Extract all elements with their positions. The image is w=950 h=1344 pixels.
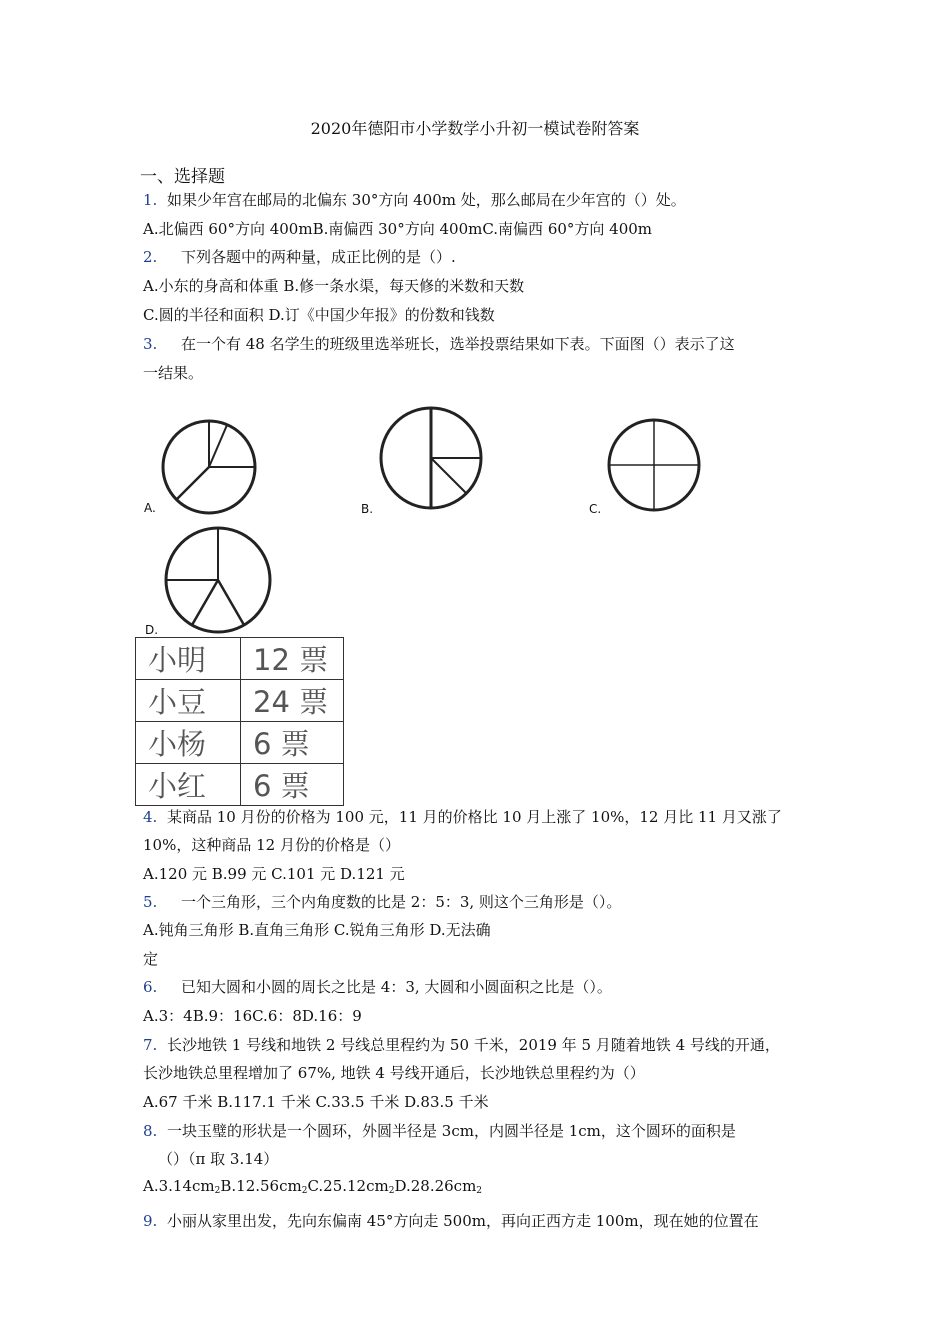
candidate-name: 小杨 — [136, 722, 241, 764]
question-options: A.3：4B.9：16C.6：8D.16：9 — [143, 1007, 362, 1025]
table-row — [136, 764, 344, 806]
vote-table — [135, 637, 344, 806]
question-options: $A.3.14cm_2B.12.56cm_2C.25.12cm_2D.28.26cm_2$ — [143, 1177, 483, 1196]
pie-label-c: C. — [589, 502, 602, 516]
section-heading: 一、选择题 — [140, 167, 225, 187]
question-number: 7. — [143, 1036, 158, 1054]
question-options: A.钝角三角形 B.直角三角形 C.锐角三角形 D.无法确 — [143, 921, 491, 939]
question-8 — [143, 1120, 736, 1141]
question-text: 一个三角形，三个内角度数的比是 2：5：3, 则这个三角形是（）。 — [181, 893, 622, 911]
question-text: 如果少年宫在邮局的北偏东 30°方向 400m 处，那么邮局在少年宫的（）处。 — [167, 191, 686, 209]
pie-label-b: B. — [361, 502, 374, 516]
question-text-cont: 10%，这种商品 12 月份的价格是（） — [143, 836, 400, 854]
question-7 — [143, 1034, 780, 1055]
page-title: 2020年德阳市小学数学小升初一模试卷附答案 — [310, 119, 640, 138]
vote-count: 6 票 — [241, 764, 344, 806]
question-options: A.120 元 B.99 元 C.101 元 D.121 元 — [143, 865, 405, 883]
question-number: 5. — [143, 893, 158, 911]
pie-chart-c — [606, 417, 704, 515]
question-text-cont: （）（π 取 3.14） — [158, 1150, 279, 1168]
question-9 — [143, 1210, 759, 1231]
vote-count: 12 票 — [241, 638, 344, 680]
question-text: 在一个有 48 名学生的班级里选举班长，选举投票结果如下表。下面图（）表示了这 — [181, 335, 735, 353]
pie-label-a: A. — [144, 501, 156, 515]
vote-count: 24 票 — [241, 680, 344, 722]
table-row — [136, 722, 344, 764]
question-3 — [143, 333, 735, 354]
question-options: A.67 千米 B.117.1 千米 C.33.5 千米 D.83.5 千米 — [143, 1093, 489, 1111]
pie-label-d: D. — [145, 623, 159, 637]
question-options: C.圆的半径和面积 D.订《中国少年报》的份数和钱数 — [143, 306, 495, 324]
pie-chart-b — [377, 404, 487, 514]
candidate-name: 小豆 — [136, 680, 241, 722]
table-row — [136, 638, 344, 680]
vote-count: 6 票 — [241, 722, 344, 764]
question-text-cont: 一结果。 — [143, 364, 204, 382]
question-2 — [143, 246, 456, 267]
question-options: A.北偏西 60°方向 400mB.南偏西 30°方向 400mC.南偏西 60°方向 400m — [143, 220, 653, 238]
question-number: 9. — [143, 1212, 158, 1230]
question-number: 4. — [143, 808, 158, 826]
pie-chart-d — [162, 526, 274, 636]
question-4 — [143, 806, 782, 827]
question-6 — [143, 976, 612, 997]
question-5 — [143, 891, 621, 912]
question-text: 小丽从家里出发，先向东偏南 45°方向走 500m，再向正西方走 100m，现在她的位置在 — [167, 1212, 759, 1230]
question-text: 长沙地铁 1 号线和地铁 2 号线总里程约为 50 千米，2019 年 5 月随着地铁 4 号线的开通， — [167, 1036, 780, 1054]
question-1 — [143, 189, 686, 210]
question-number: 1. — [143, 191, 158, 209]
question-number: 2. — [143, 248, 158, 266]
question-text: 已知大圆和小圆的周长之比是 4：3, 大圆和小圆面积之比是（）。 — [181, 978, 612, 996]
question-text: 下列各题中的两种量，成正比例的是（）. — [181, 248, 456, 266]
question-number: 6. — [143, 978, 158, 996]
question-text-cont: 长沙地铁总里程增加了 67%, 地铁 4 号线开通后，长沙地铁总里程约为（） — [143, 1064, 645, 1082]
table-row — [136, 680, 344, 722]
question-text: 一块玉璧的形状是一个圆环，外圆半径是 3cm，内圆半径是 1cm，这个圆环的面积是 — [167, 1122, 736, 1140]
pie-chart-a — [158, 416, 262, 520]
question-options: A.小东的身高和体重 B.修一条水渠，每天修的米数和天数 — [143, 277, 525, 295]
question-number: 8. — [143, 1122, 158, 1140]
candidate-name: 小红 — [136, 764, 241, 806]
candidate-name: 小明 — [136, 638, 241, 680]
question-text: 某商品 10 月份的价格为 100 元，11 月的价格比 10 月上涨了 10%，12 月比 11 月又涨了 — [167, 808, 782, 826]
question-options-cont: 定 — [143, 950, 159, 968]
question-number: 3. — [143, 335, 158, 353]
